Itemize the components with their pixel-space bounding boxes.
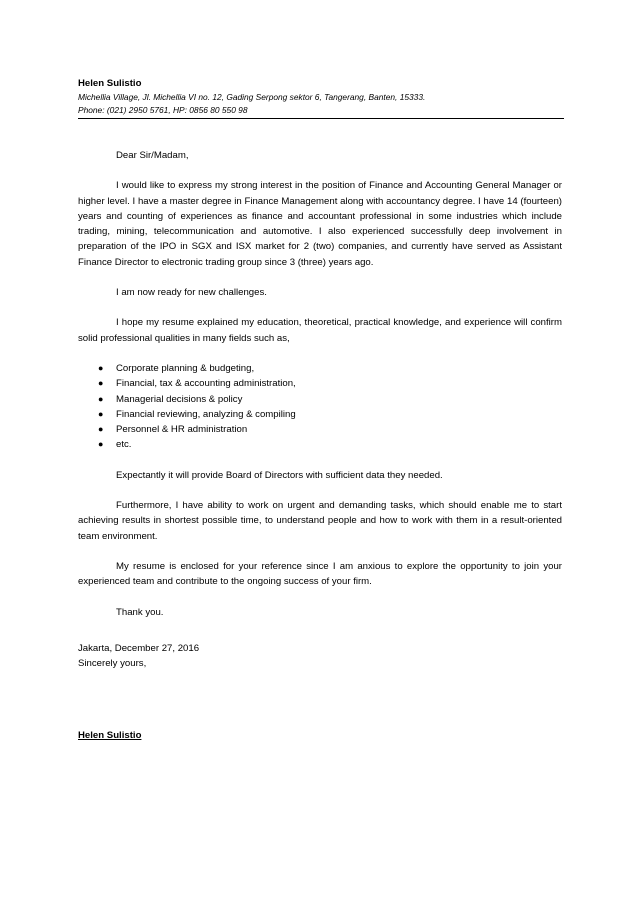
paragraph-ability: Furthermore, I have ability to work on urgent and demanding tasks, which should enable me to start achieving results in shortest possible time, to understand people and how to work with them in a result-oriented team environment. (78, 500, 562, 542)
bullet-icon: ● (98, 362, 104, 373)
paragraph-experience: I would like to express my strong interest in the position of Finance and Accounting General Manager or higher level. I have a master degree in Finance Management along with accountancy degree. I have 14 (fourteen) years and counting of experiences as finance and accountant professional in some industries which include trading, mining, telecommunication and automotive. I also experienced successfully deep involvement in preparation of the IPO in SGX and ISX market for 2 (two) companies, and currently have served as Assistant Finance Director to electronic trading group since 3 (three) years ago. (78, 180, 562, 268)
signoff-block (78, 641, 199, 672)
sender-address: Michellia Village, Jl. Michellia VI no. 12, Gading Serpong sektor 6, Tangerang, Banten, 15333. (78, 92, 426, 102)
skills-list (78, 361, 562, 453)
list-item: ● Corporate planning & budgeting, (98, 361, 562, 376)
salutation: Dear Sir/Madam, (116, 150, 189, 161)
closing: Sincerely yours, (78, 658, 147, 670)
bullet-icon: ● (98, 424, 104, 435)
list-item: ● Financial, tax & accounting administration, (98, 376, 562, 391)
bullet-icon: ● (98, 393, 104, 404)
paragraph-board: Expectantly it will provide Board of Directors with sufficient data they needed. (116, 469, 443, 481)
sender-phone: Phone: (021) 2950 5761, HP: 0856 80 550 98 (78, 105, 248, 115)
bullet-icon: ● (98, 408, 104, 419)
paragraph-ready: I am now ready for new challenges. (116, 287, 267, 299)
paragraph-resume: My resume is enclosed for your reference since I am anxious to explore the opportunity to join your experienced team and contribute to the ongoing success of your firm. (78, 560, 562, 588)
list-item: ● Managerial decisions & policy (98, 392, 562, 407)
bullet-icon: ● (98, 378, 104, 389)
list-item: ● Personnel & HR administration (98, 422, 562, 437)
bullet-icon: ● (98, 439, 104, 450)
paragraph-qualities: I hope my resume explained my education, theoretical, practical knowledge, and experience will confirm solid professional qualities in many fields such as, (78, 317, 562, 344)
sender-name: Helen Sulistio (78, 78, 142, 89)
list-item: ● etc. (98, 437, 562, 452)
letter-body (78, 148, 562, 620)
list-item: ● Financial reviewing, analyzing & compiling (98, 407, 562, 422)
place-date: Jakarta, December 27, 2016 (78, 643, 200, 654)
letter-header (78, 76, 564, 117)
signature-name: Helen Sulistio (78, 730, 142, 741)
thank-you: Thank you. (116, 606, 164, 618)
header-divider (78, 118, 564, 119)
